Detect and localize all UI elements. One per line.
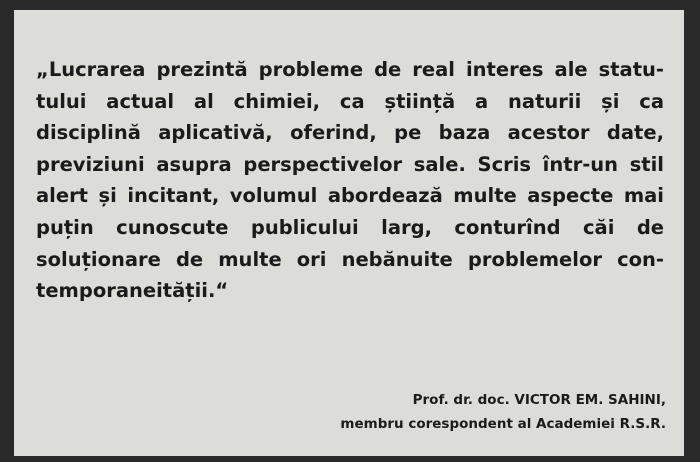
quote-line: disciplină aplicativă, oferind, pe baza acestor date,	[36, 121, 664, 145]
watermark-text: Okazii.ro	[2, 44, 14, 96]
quote-line: puțin cunoscute publicului larg, conturînd căi de	[36, 215, 664, 239]
quote-line: „Lucrarea prezintă probleme de real interes ale statu-	[36, 58, 664, 81]
author-name: Prof. dr. doc. VICTOR EM. SAHINI,	[412, 392, 666, 408]
quote-line-last: temporaneității.“	[36, 279, 229, 303]
quote-line: previziuni asupra perspectivelor sale. Scris într-un stil	[36, 152, 664, 176]
quote-line: tului actual al chimiei, ca știință a naturii și ca	[36, 89, 664, 113]
quote-block	[36, 54, 664, 307]
quote-line: soluționare de multe ori nebănuite problemelor con-	[36, 247, 664, 271]
watermark	[2, 20, 14, 120]
author-affiliation: membru corespondent al Academiei R.S.R.	[340, 416, 666, 432]
signature-block	[340, 388, 666, 436]
quote-line: alert și incitant, volumul abordează multe aspecte mai	[36, 184, 664, 208]
